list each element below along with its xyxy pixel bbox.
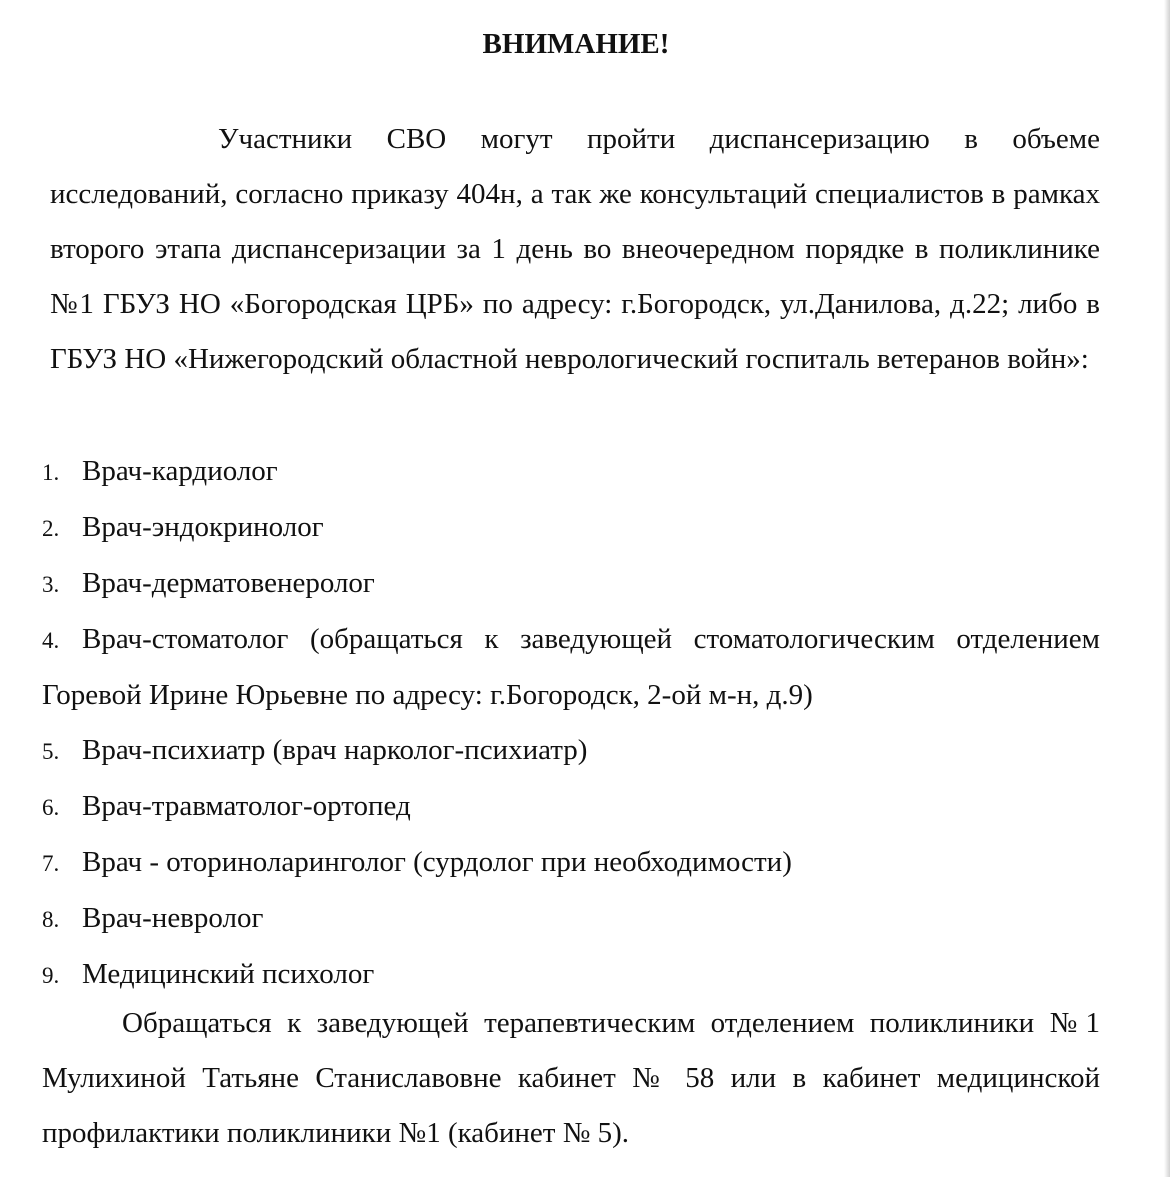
list-item-number: 4. — [42, 628, 60, 653]
list-item-text: Врач-стоматолог (обращаться к заведующей стоматологическим отделением Горевой Ирине Юрьевне по адресу: г.Богородск, 2-ой м-н, д.9) — [42, 623, 1100, 711]
list-item — [42, 556, 1100, 612]
list-item-number: 3. — [42, 572, 60, 597]
list-item — [42, 835, 1100, 891]
document-title: ВНИМАНИЕ! — [482, 28, 670, 60]
list-item-text: Врач-травматолог-ортопед — [82, 790, 411, 822]
list-item-number: 1. — [42, 460, 60, 485]
list-item-text: Врач-кардиолог — [82, 455, 278, 487]
list-item-number: 9. — [42, 963, 60, 988]
page-edge-shadow — [1164, 0, 1170, 1177]
list-item-number: 7. — [42, 851, 60, 876]
list-item — [42, 612, 1100, 723]
specialist-list — [42, 444, 1100, 1003]
list-item-text: Медицинский психолог — [82, 958, 375, 990]
list-item-text: Врач - оториноларинголог (сурдолог при необходимости) — [82, 846, 792, 878]
list-item — [42, 779, 1100, 835]
list-item-text: Врач-невролог — [82, 902, 264, 934]
list-item — [42, 891, 1100, 947]
closing-paragraph: Обращаться к заведующей терапевтическим отделением поликлиники №1 Мулихиной Татьяне Станиславовне кабинет № 58 или в кабинет медицинской профилактики поликлиники №1 (кабинет № 5). — [42, 1007, 1100, 1149]
list-item-text: Врач-психиатр (врач нарколог-психиатр) — [82, 734, 588, 766]
list-item-number: 5. — [42, 739, 60, 764]
list-item-number: 6. — [42, 795, 60, 820]
list-item-text: Врач-эндокринолог — [82, 511, 324, 543]
list-item-text: Врач-дерматовенеролог — [82, 567, 375, 599]
list-item — [42, 947, 1100, 1003]
list-item-number: 2. — [42, 516, 60, 541]
list-item-number: 8. — [42, 907, 60, 932]
list-item — [42, 723, 1100, 779]
list-item — [42, 500, 1100, 556]
intro-paragraph: Участники СВО могут пройти диспансеризацию в объеме исследований, согласно приказу 404н, а так же консультаций специалистов в рамках второго этапа диспансеризации за 1 день во внеочередном порядке в поликлинике №1 ГБУЗ НО «Богородская ЦРБ» по адресу: г.Богородск, ул.Данилова, д.22; либо в ГБУЗ НО «Нижегородский областной неврологический госпиталь ветеранов войн»: — [50, 123, 1100, 375]
list-item — [42, 444, 1100, 500]
